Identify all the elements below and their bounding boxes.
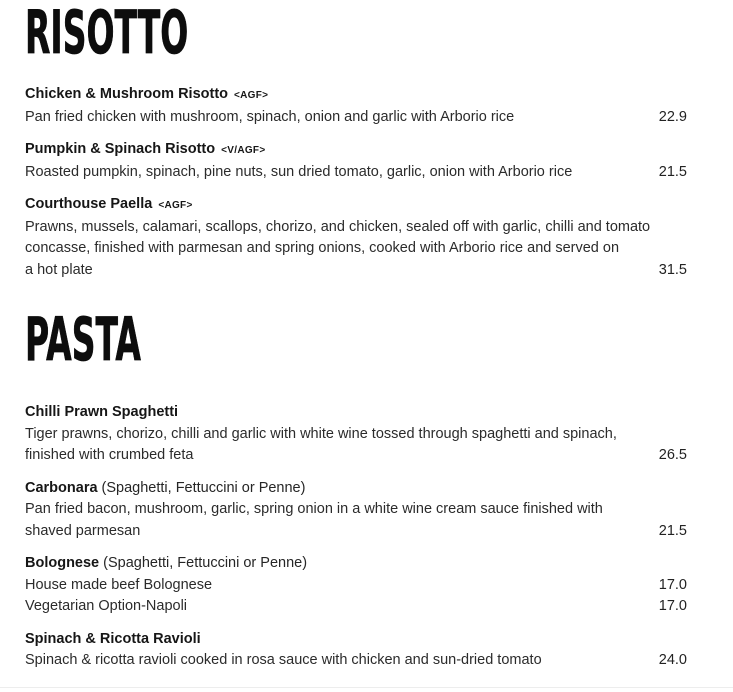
menu-item [25,194,687,281]
dietary-tag: <AGF> [158,200,193,211]
menu-item [25,629,687,672]
item-description: Pan fried chicken with mushroom, spinach, onion and garlic with Arborio rice [25,108,515,125]
item-desc-row [25,596,687,618]
item-desc-row [25,445,687,467]
item-name: Courthouse Paella [25,196,153,212]
item-description: Pan fried bacon, mushroom, garlic, spring onion in a white wine cream sauce finished with [25,501,603,517]
menu-item [25,139,687,183]
item-desc-row [25,424,687,446]
item-description: Tiger prawns, chorizo, chilli and garlic with white wine tossed through spaghetti and spinach, [25,425,617,442]
item-description: House made beef Bolognese [25,576,213,593]
item-name-row [25,629,687,651]
item-description: Prawns, mussels, calamari, scallops, chorizo, and chicken, sealed off with garlic, chilli and tomato [25,218,651,235]
item-name-row [25,194,687,217]
item-description: finished with crumbed feta [25,447,194,463]
dietary-tag: <V/AGF> [221,145,266,156]
item-desc-row [25,650,687,672]
pasta-items [25,402,687,672]
menu-item [25,478,687,543]
item-price: 24.0 [658,652,687,668]
item-price: 17.0 [658,598,687,614]
item-price: 21.5 [658,522,687,539]
item-description: concasse, finished with parmesan and spring onions, cooked with Arborio rice and served on [25,240,620,256]
item-name: Carbonara [25,479,98,496]
dietary-tag: <AGF> [234,90,269,101]
item-name-suffix: (Spaghetti, Fettuccini or Penne) [103,555,308,571]
risotto-items [25,84,687,281]
menu-item [25,84,687,128]
item-desc-row [25,575,687,597]
item-desc-row [25,107,687,129]
item-name-row [25,402,687,424]
item-name: Chilli Prawn Spaghetti [25,404,179,420]
section-title-risotto: RISOTTO [25,0,189,68]
item-name: Spinach & Ricotta Ravioli [25,630,201,647]
item-price: 17.0 [658,576,687,593]
item-description: a hot plate [25,261,93,278]
item-desc-row [25,238,687,260]
item-price: 26.5 [658,447,687,463]
menu-item [25,402,687,467]
item-desc-row [25,162,687,184]
item-name: Bolognese [25,555,100,571]
item-name: Chicken & Mushroom Risotto [25,86,229,102]
item-description: Vegetarian Option-Napoli [25,598,188,614]
item-name: Pumpkin & Spinach Risotto [25,141,216,157]
section-title-pasta: PASTA [25,305,141,375]
item-price: 31.5 [658,261,687,278]
item-description: shaved parmesan [25,522,141,539]
item-desc-row [25,260,687,282]
item-desc-row [25,521,687,543]
item-name-row [25,553,687,575]
item-name-row [25,84,687,107]
item-description: Spinach & ricotta ravioli cooked in rosa sauce with chicken and sun-dried tomato [25,652,542,668]
item-description: Roasted pumpkin, spinach, pine nuts, sun dried tomato, garlic, onion with Arborio rice [25,163,573,180]
item-name-row [25,478,687,500]
item-price: 21.5 [658,163,687,180]
item-price: 22.9 [658,108,687,125]
item-desc-row [25,499,687,521]
page-bottom-divider [0,687,733,688]
item-name-suffix: (Spaghetti, Fettuccini or Penne) [101,479,306,496]
item-name-row [25,139,687,162]
item-desc-row [25,217,687,239]
menu-item [25,553,687,618]
